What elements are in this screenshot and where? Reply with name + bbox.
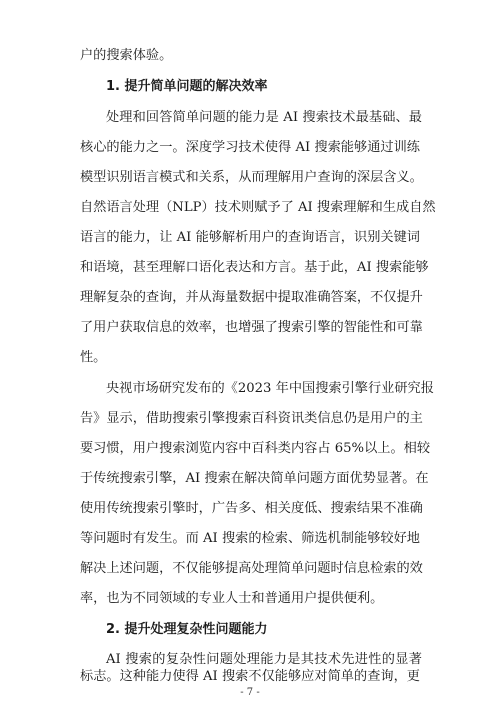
text-line: 户的搜索体验。 [80,48,173,63]
text-line: 和语境，甚至理解口语化表达和方言。基于此，AI 搜索能够 [80,260,429,275]
text-line: 告》显示，借助搜索引擎搜索百科资讯类信息仍是用户的主 [80,411,423,426]
text-line: AI 搜索的复杂性问题处理能力是其技术先进性的显著 [106,652,422,667]
text-line: 了用户获取信息的效率，也增强了搜索引擎的智能性和可靠 [80,320,423,335]
section-heading: 1. 提升简单问题的解决效率 [106,79,268,94]
text-line: 模型识别语言模式和关系，从而理解用户查询的深层含义。 [80,170,423,185]
text-line: 处理和回答简单问题的能力是 AI 搜索技术最基础、最 [106,110,422,125]
text-line: 性。 [80,350,107,365]
text-line: 标志。这种能力使得 AI 搜索不仅能够应对简单的查询，更 [80,669,420,684]
section-heading: 2. 提升处理复杂性问题能力 [106,622,268,637]
text-line: 核心的能力之一。深度学习技术使得 AI 搜索能够通过训练 [80,140,420,155]
text-line: 要习惯，用户搜索浏览内容中百科类内容占 65%以上。相较 [80,441,431,456]
text-line: 使用传统搜索引擎时，广告多、相关度低、搜索结果不准确 [80,501,423,516]
text-line: 于传统搜索引擎，AI 搜索在解决简单问题方面优势显著。在 [80,471,429,486]
page-number: - 7 - [240,687,260,698]
text-line: 央视市场研究发布的《2023 年中国搜索引擎行业研究报 [106,381,434,396]
text-line: 率，也为不同领域的专业人士和普通用户提供便利。 [80,591,384,606]
text-line: 自然语言处理（NLP）技术则赋予了 AI 搜索理解和生成自然 [80,200,436,215]
text-line: 理解复杂的查询，并从海量数据中提取准确答案，不仅提升 [80,290,423,305]
text-line: 解决上述问题，不仅能够提高处理简单问题时信息检索的效 [80,561,423,576]
text-line: 语言的能力，让 AI 能够解析用户的查询语言，识别关键词 [80,230,420,245]
text-line: 等问题时有发生。而 AI 搜索的检索、筛选机制能够较好地 [80,531,420,546]
